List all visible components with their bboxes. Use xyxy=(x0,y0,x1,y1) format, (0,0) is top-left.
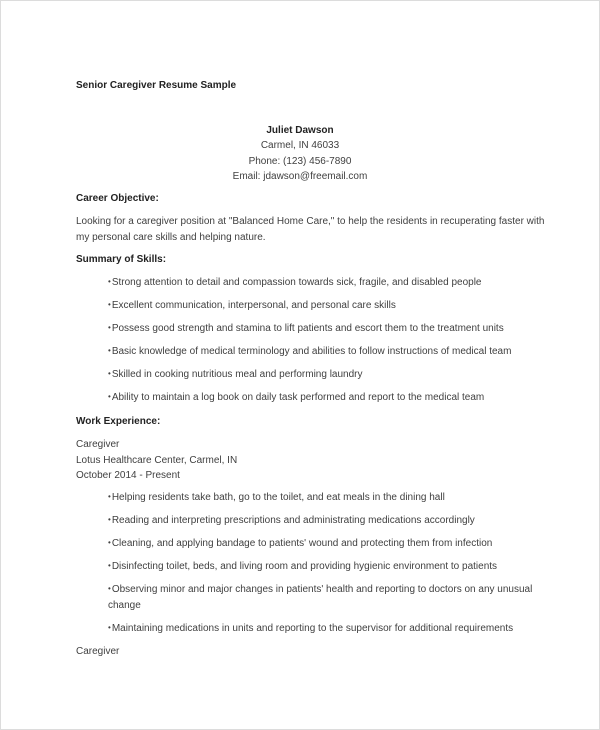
candidate-email: Email: jdawson@freemail.com xyxy=(232,171,368,182)
job-title: Caregiver xyxy=(76,439,120,450)
skill-item: • Ability to maintain a log book on daily task performed and report to the medical team xyxy=(108,392,484,404)
skill-item: • Basic knowledge of medical terminology and abilities to follow instructions of medical team xyxy=(108,346,511,358)
job-duty-item: • Reading and interpreting prescriptions and administrating medications accordingly xyxy=(108,515,475,527)
skill-item: • Excellent communication, interpersonal, and personal care skills xyxy=(108,300,396,312)
job-duty-item: • Maintaining medications in units and reporting to the supervisor for additional requirements xyxy=(108,623,513,635)
work-experience-heading: Work Experience: xyxy=(76,416,161,427)
job-duty-item-continuation: change xyxy=(108,600,141,611)
skill-item: • Skilled in cooking nutritious meal and performing laundry xyxy=(108,369,363,381)
job-dates: October 2014 - Present xyxy=(76,470,180,481)
career-objective-text-line-2: my personal care skills and helping nature. xyxy=(76,232,266,243)
skill-item: • Strong attention to detail and compassion towards sick, fragile, and disabled people xyxy=(108,277,482,289)
job-title: Caregiver xyxy=(76,646,120,657)
skill-item: • Possess good strength and stamina to lift patients and escort them to the treatment units xyxy=(108,323,504,335)
career-objective-text-line-1: Looking for a caregiver position at "Balanced Home Care," to help the residents in recuperating faster with xyxy=(76,216,545,227)
job-duty-item: • Observing minor and major changes in patients' health and reporting to doctors on any unusual xyxy=(108,584,532,596)
job-duty-item: • Cleaning, and applying bandage to patients' wound and protecting them from infection xyxy=(108,538,492,550)
job-duty-item: • Helping residents take bath, go to the toilet, and eat meals in the dining hall xyxy=(108,492,445,504)
document-title: Senior Caregiver Resume Sample xyxy=(76,80,237,91)
candidate-address: Carmel, IN 46033 xyxy=(260,140,340,151)
job-duty-item: • Disinfecting toilet, beds, and living room and providing hygienic environment to patients xyxy=(108,561,497,573)
job-employer: Lotus Healthcare Center, Carmel, IN xyxy=(76,455,238,466)
candidate-name: Juliet Dawson xyxy=(266,125,334,136)
career-objective-heading: Career Objective: xyxy=(76,193,159,204)
skills-heading: Summary of Skills: xyxy=(76,254,167,265)
candidate-phone: Phone: (123) 456-7890 xyxy=(248,156,352,167)
